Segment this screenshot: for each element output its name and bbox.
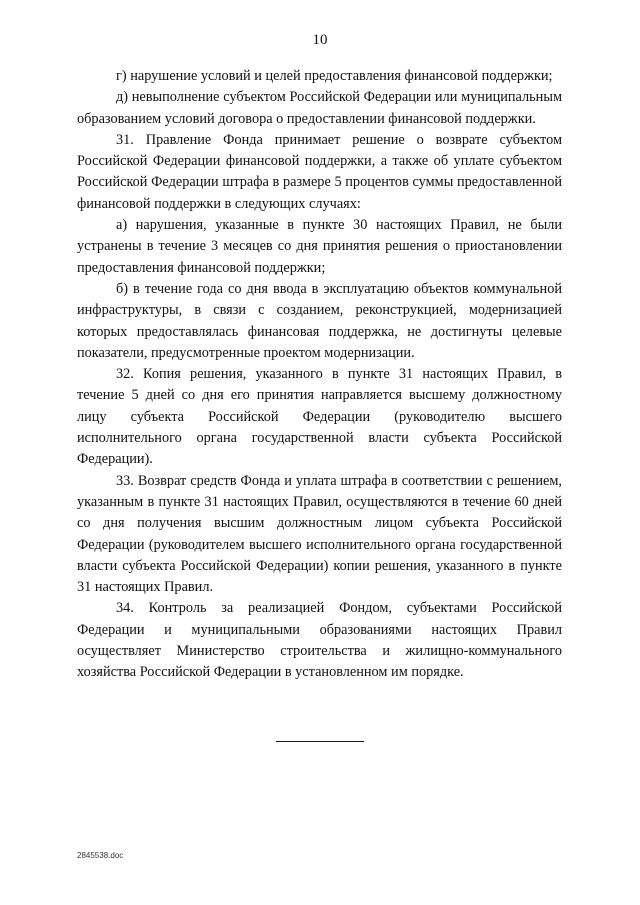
paragraph-34-control: 34. Контроль за реализацией Фондом, субъектами Российской Федерации и муниципальными образованиями настоящих Правил осуществляет Министерство строительства и жилищно-коммунального хозяйства Российской Федерации в установленном им порядке. bbox=[77, 600, 562, 681]
paragraph-g-violation: г) нарушение условий и целей предоставления финансовой поддержки; bbox=[116, 68, 553, 84]
paragraph-33-refund-and-fine: 33. Возврат средств Фонда и уплата штрафа в соответствии с решением, указанным в пункте 31 настоящих Правил, осуществляются в течение 60 дней со дня получения высшим должностным лицом субъекта Российской Федерации (руководителем высшего исполнительного органа государственной власти субъекта Российской Федерации) копии решения, указанного в пункте 31 настоящих Правил. bbox=[77, 472, 562, 596]
paragraph-31-return-decision: 31. Правление Фонда принимает решение о возврате субъектом Российской Федерации финансовой поддержки, а также об уплате субъектом Российской Федерации штрафа в размере 5 процентов суммы предоставленной финансовой поддержки в следующих случаях: bbox=[77, 131, 562, 212]
paragraph-31a-unremedied: а) нарушения, указанные в пункте 30 настоящих Правил, не были устранены в течение 3 месяцев со дня принятия решения о приостановлении предоставления финансовой поддержки; bbox=[77, 217, 562, 276]
footer-filename: 2845538.doc bbox=[77, 851, 124, 860]
paragraph-31b-targets-missed: б) в течение года со дня ввода в эксплуатацию объектов коммунальной инфраструктуры, в связи с созданием, реконструкцией, модернизацией которых предоставлялась финансовая поддержка, не достигнуты целевые показатели, предусмотренные проектом модернизации. bbox=[77, 280, 562, 361]
document-body bbox=[77, 66, 562, 684]
paragraph-32-copy-of-decision: 32. Копия решения, указанного в пункте 31 настоящих Правил, в течение 5 дней со дня его принятия направляется высшему должностному лицу субъекта Российской Федерации (руководителю высшего исполнительного органа государственной власти субъекта Российской Федерации). bbox=[77, 366, 562, 468]
closing-rule bbox=[276, 741, 364, 742]
paragraph-d-nonfulfillment: д) невыполнение субъектом Российской Федерации или муниципальным образованием условий договора о предоставлении финансовой поддержки. bbox=[77, 89, 562, 127]
page-number: 10 bbox=[312, 32, 328, 48]
